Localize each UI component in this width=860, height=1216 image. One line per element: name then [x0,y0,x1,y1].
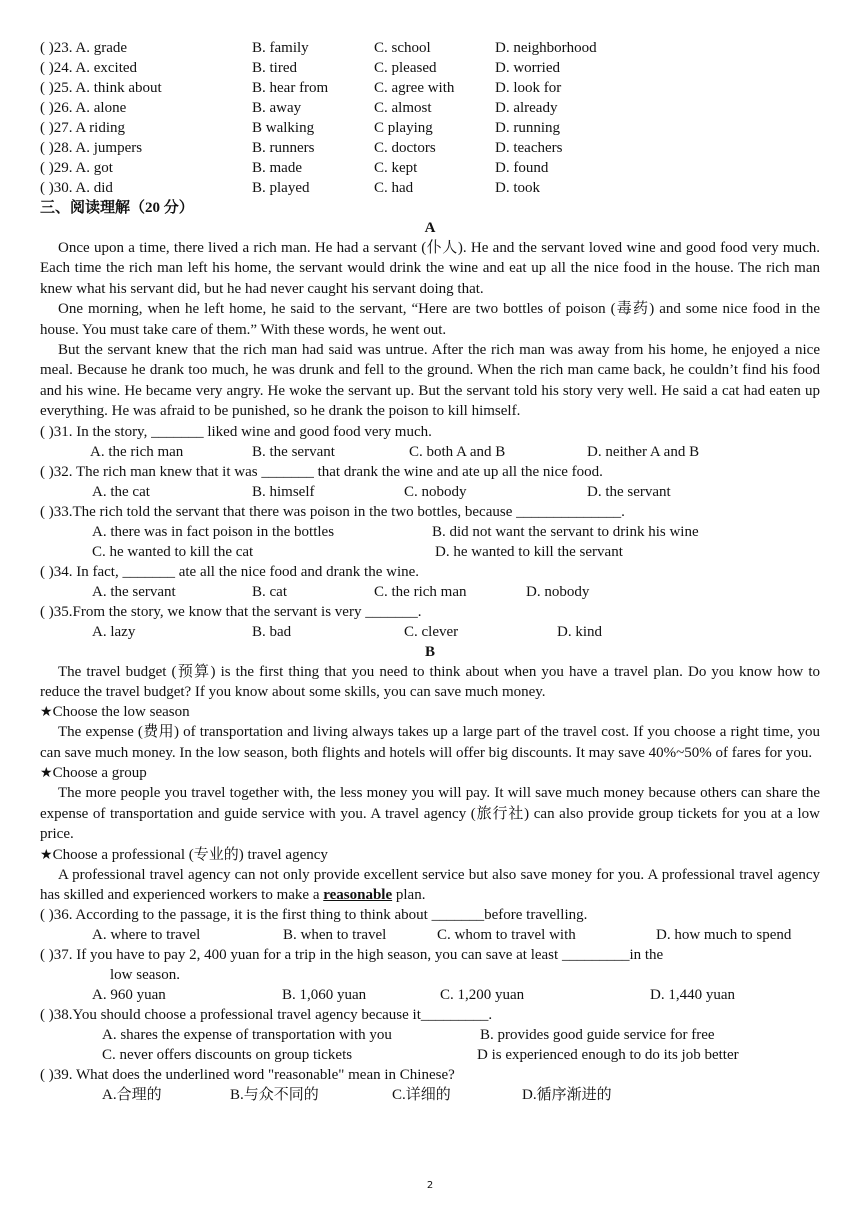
question-31: ( )31. In the story, _______ liked wine and good food very much. [40,423,432,440]
passage-b-heading-3: ★Choose a professional (专业的) travel agency [40,846,328,863]
option: C. school [374,40,431,56]
cloze-row [40,58,820,78]
option: C. had [374,180,414,196]
option: B. the servant [252,443,335,460]
option: D.循序渐进的 [522,1087,612,1104]
option: A. there was in fact poison in the bottles [92,523,335,540]
cloze-row [40,118,820,138]
option: D. worried [495,60,560,76]
question-32: ( )32. The rich man knew that it was _______ that drank the wine and ate up all the nice food. [40,463,603,480]
option: C. pleased [374,60,437,76]
option: C. both A and B [409,443,506,460]
passage-a-paragraph-3: But the servant knew that the rich man had said was untrue. After the rich man was away from his home, he enjoyed a nice meal. Because he drank too much, he was drunk and fell to the ground. When the rich man came back, he couldn’t find his food and his wine. He became very angry. He woke the servant up. But the servant told his story very well. He said a cat had eaten up everything. He was afraid to be punished, so he drank the poison to kill himself. [40,342,820,420]
question-32-options [40,482,820,502]
passage-b-label: B [424,643,435,660]
cloze-question: ( )30. A. did [40,180,113,196]
option: B walking [252,120,315,136]
question-37-options [40,985,820,1005]
option: C. the rich man [374,583,467,600]
question-34-options [40,582,820,602]
question-39-options [40,1085,820,1105]
cloze-options [40,38,820,198]
question-33-options-2 [40,542,820,562]
option: C. almost [374,100,432,116]
passage-a-paragraph-2: One morning, when he left home, he said to the servant, “Here are two bottles of poison (毒药) and some nice food in the house. You must take care of them.” With these words, he went out. [40,301,820,338]
option: B. cat [252,583,287,600]
option: C. clever [404,623,459,640]
question-38-options-1 [40,1025,820,1045]
star-icon: ★ [40,846,53,863]
section-title: 三、阅读理解（20 分） [40,200,194,216]
passage-b-paragraph-3: A professional travel agency can not only provide excellent service but also save money for you. A professional travel agency has skilled and experienced workers to make a reasonable plan. [40,866,820,903]
option: D. running [495,120,560,136]
option: C. kept [374,160,418,176]
option: A. shares the expense of transportation with you [102,1027,392,1044]
cloze-question: ( )26. A. alone [40,100,127,116]
question-35-options [40,622,820,642]
question-33: ( )33.The rich told the servant that there was poison in the two bottles, because ______________. [40,503,625,520]
option: D. he wanted to kill the servant [435,543,623,560]
option: B.与众不同的 [230,1087,319,1104]
passage-a-paragraph-1: Once upon a time, there lived a rich man. He had a servant (仆人). He and the servant loved wine and good food very much. Each time the rich man left his home, the servant would drink the wine and eat up all the nice food in the house. The rich man knew what his servant did, but he had never caught his servant doing that. [40,240,820,297]
option: C. doctors [374,140,436,156]
option: B. did not want the servant to drink his wine [432,523,699,540]
option: B. provides good guide service for free [480,1027,715,1044]
option: D. teachers [495,140,563,156]
passage-b-intro: The travel budget (预算) is the first thing that you need to think about when you have a travel plan. Do you know how to reduce the travel budget? If you know about some skills, you can save much money. [40,663,820,701]
passage-b-paragraph-2: The more people you travel together with, the less money you will pay. It will save much money because others can share the expense of transportation and guide service with you. A travel agency (旅行社) can also provide group tickets for you at a low price. [40,785,820,843]
question-36-options [40,925,820,945]
option: D. neighborhood [495,40,597,56]
passage-b-heading-1: ★Choose the low season [40,704,190,721]
passage-b-heading-2: ★Choose a group [40,765,147,782]
question-31-options [40,442,820,462]
passage-a-label: A [424,220,436,236]
option: D. the servant [587,483,671,500]
page-number: 2 [426,1180,434,1191]
question-38-options-2 [40,1045,820,1065]
question-38: ( )38.You should choose a professional travel agency because it_________. [40,1007,493,1024]
cloze-question: ( )23. A. grade [40,40,128,56]
option: D. kind [557,623,602,640]
option: D. nobody [526,583,590,600]
option: B. family [252,40,309,56]
option: A. 960 yuan [92,987,166,1004]
option: D. how much to spend [656,927,792,944]
option: C. he wanted to kill the cat [92,543,254,560]
question-39: ( )39. What does the underlined word "reasonable" mean in Chinese? [40,1067,455,1084]
option: A. lazy [92,623,136,640]
option: D. 1,440 yuan [650,987,735,1004]
question-33-options-1 [40,522,820,542]
exam-page [40,38,820,1105]
cloze-row [40,98,820,118]
question-37: ( )37. If you have to pay 2, 400 yuan for a trip in the high season, you can save at least _________in the [40,947,664,964]
option: D is experienced enough to do its job better [477,1047,739,1064]
option: B. tired [252,60,297,76]
option: D. already [495,100,558,116]
option: A. the servant [92,583,176,600]
question-37-cont: low season. [110,967,180,984]
option: C. nobody [404,483,467,500]
cloze-question: ( )27. A riding [40,120,125,136]
option: C. agree with [374,80,455,96]
star-icon: ★ [40,765,53,782]
option: D. found [495,160,549,176]
option: C playing [374,120,433,136]
question-35: ( )35.From the story, we know that the servant is very _______. [40,603,422,620]
cloze-question: ( )25. A. think about [40,80,162,96]
option: D. look for [495,80,562,96]
option: A. where to travel [92,927,201,944]
underlined-word: reasonable [323,886,393,903]
option: B. away [252,100,302,116]
option: B. himself [252,483,315,500]
option: D. took [495,180,540,196]
option: C. never offers discounts on group tickets [102,1047,353,1064]
option: B. bad [252,623,292,640]
cloze-row [40,138,820,158]
cloze-row [40,78,820,98]
option: D. neither A and B [587,443,700,460]
option: A. the rich man [90,443,184,460]
cloze-question: ( )29. A. got [40,160,113,176]
cloze-row [40,38,820,58]
cloze-row [40,158,820,178]
cloze-question: ( )28. A. jumpers [40,140,143,156]
option: C. 1,200 yuan [440,987,525,1004]
option: A. the cat [92,483,150,500]
option: C.详细的 [392,1087,451,1104]
option: B. when to travel [283,927,387,944]
star-icon: ★ [40,704,53,721]
option: B. made [252,160,302,176]
cloze-question: ( )24. A. excited [40,60,138,76]
option: B. runners [252,140,315,156]
option: B. 1,060 yuan [282,987,367,1004]
cloze-row [40,178,820,198]
option: B. played [252,180,310,196]
option: B. hear from [252,80,329,96]
question-36: ( )36. According to the passage, it is the first thing to think about _______before travelling. [40,907,588,924]
option: C. whom to travel with [437,927,576,944]
passage-b-paragraph-1: The expense (费用) of transportation and living always takes up a large part of the travel cost. If you choose a right time, you can save much money. In the low season, both flights and hotels will offer big discounts. It may save 40%~50% of fares for you. [40,724,820,761]
option: A.合理的 [102,1087,162,1104]
question-34: ( )34. In fact, _______ ate all the nice food and drank the wine. [40,563,420,580]
